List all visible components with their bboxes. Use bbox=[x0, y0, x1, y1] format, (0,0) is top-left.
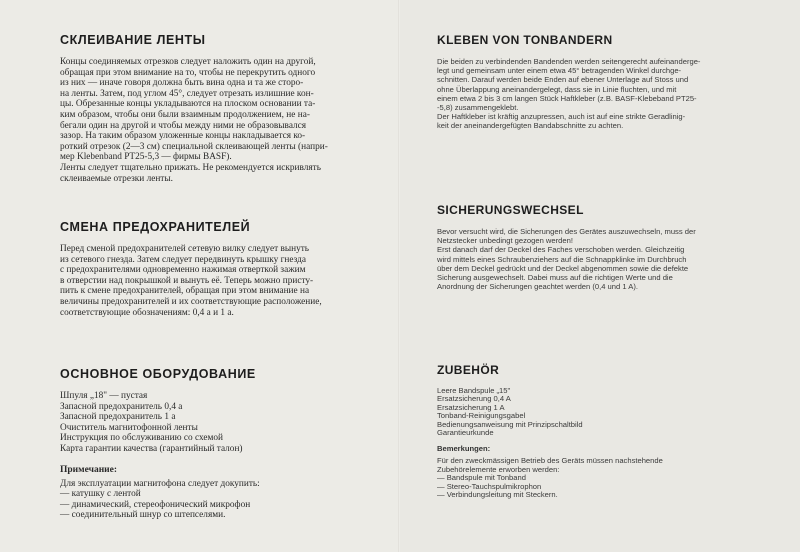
note-title-de: Bemerkungen: bbox=[437, 444, 491, 454]
section-splicing-de bbox=[437, 33, 787, 131]
section-equipment-ru bbox=[60, 367, 390, 521]
heading-equipment-ru: ОСНОВНОЕ ОБОРУДОВАНИЕ bbox=[60, 367, 256, 381]
text-splicing-ru: Концы соединяемых отрезков следует наложить один на другой, обращая при этом внимание на то, чтобы не перекрутить одного из них — иначе говоря должна быть вина одна и та же сторо- на ленты. Затем, под углом 45°, следует отрезать излишние кон- цы. Обрезанные концы укладываются на плоском основании та- ким образом, чтобы они были взаимным продолжением, не на- бегали один на другой и чтобы между ними не образовывался зазор. На таким образом уложенные концы накладывается ко- роткий отрезок (2—3 cм) специальной склеивающей ленты (напри- мер Klebenband PT25-5,3 — фирмы BASF). Ленты следует тщательно прижать. Не рекомендуется искривлять склеиваемые отрезки ленты. bbox=[60, 57, 328, 184]
note-text-ru: Для эксплуатации магнитофона следует докупить: — катушку с лентой — динамический, стереофонический микрофон — соединительный шнур со штепселями. bbox=[60, 478, 260, 521]
list-equipment-ru: Шпуля „18" — пустая Запасной предохранитель 0,4 а Запасной предохранитель 1 а Очиститель магнитофонной ленты Инструкция по обслуживанию со схемой Карта гарантии качества (гарантийный талон) bbox=[60, 391, 243, 454]
heading-fuses-de: SICHERUNGSWECHSEL bbox=[437, 203, 584, 217]
text-fuses-ru: Перед сменой предохранителей сетевую вилку следует вынуть из сетевого гнезда. Затем следует передвинуть крышку гнезда с предохранителями одновременно нажимая отверткой зажим в отверстии над покрышкой и вынуть её. Теперь можно присту- пить к смене предохранителей, обращая при этом внимание на величины предохранителей и их соответствующие расположение, соответствующие обозначениям: 0,4 а и 1 а. bbox=[60, 244, 322, 318]
note-text-de: Für den zweckmässigen Betrieb des Geräts müssen nachstehende Zubehörelemente erworben werden: — Bandspule mit Tonband — Stereo-Tauchspulmikrophon — Verbindungsleitung mit Steckern. bbox=[437, 456, 663, 500]
section-splicing-ru bbox=[60, 33, 390, 184]
list-accessories-de: Leere Bandspule „15" Ersatzsicherung 0,4 A Ersatzsicherung 1 A Tonband-Reinigungsgabel Bedienungsanweisung mit Prinzipschaltbild Garantieurkunde bbox=[437, 386, 583, 438]
heading-splicing-ru: СКЛЕИВАНИЕ ЛЕНТЫ bbox=[60, 33, 206, 47]
heading-fuses-ru: СМЕНА ПРЕДОХРАНИТЕЛЕЙ bbox=[60, 220, 251, 234]
german-page bbox=[400, 0, 800, 552]
text-fuses-de: Bevor versucht wird, die Sicherungen des Gerätes auszuwechseln, muss der Netzstecker unbedingt gezogen werden! Erst danach darf der Deckel des Faches verschoben werden. Gleichzeitig wird mittels eines Schraubenziehers auf die Schnappklinke im Durchbruch über dem Deckel gedrückt und der Deckel abgenommen sowie die defekte Sicherung ausgewechselt. Dabei muss auf die richtigen Werte und die Anordnung der Sicherungen geachtet werden (0,4 und 1 A). bbox=[437, 227, 696, 292]
text-splicing-de: Die beiden zu verbindenden Bandenden werden seitengerecht aufeinanderge- legt und gemeinsam unter einem etwa 45° betragenden Winkel durchge- schnitten. Darauf werden beide Enden auf ebener Unterlage auf Stoss und ohne Überlappung aneinandergelegt, dass sie in Linie fluchten, und mit einem etwa 2 bis 3 cm langen Stück Haftkleber (z.B. BASF-Klebeband PT25- -5,8) zusammengeklebt. Der Haftkleber ist kräftig anzupressen, auch ist auf eine strikte Geradlinig- keit der aneinandergefügten Bandabschnitte zu achten. bbox=[437, 57, 701, 131]
heading-accessories-de: ZUBEHÖR bbox=[437, 363, 500, 377]
note-title-ru: Примечание: bbox=[60, 464, 118, 475]
section-fuses-de bbox=[437, 203, 787, 291]
section-fuses-ru bbox=[60, 220, 390, 318]
heading-splicing-de: KLEBEN VON TONBANDERN bbox=[437, 33, 613, 47]
section-accessories-de bbox=[437, 363, 787, 499]
